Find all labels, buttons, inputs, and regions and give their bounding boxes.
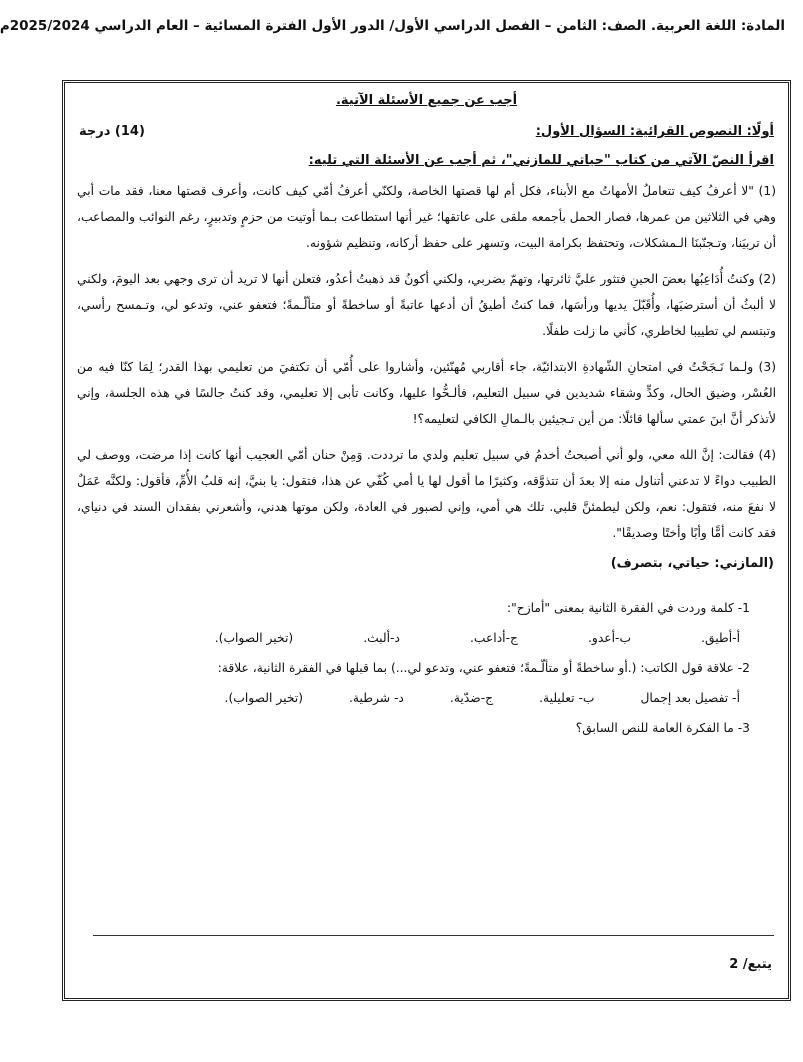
q1-option-d: د-ألبث. (363, 631, 400, 645)
q1-hint: (تخير الصواب). (214, 631, 294, 645)
question-2-options (73, 683, 750, 713)
paragraph-3: (3) ولـما نَـجَحْتُ في امتحانِ الشّهادةِ الابتدائيّة، جاء أقاربي مُهنّئين، وأشاروا على أُمّي أن تكتفيَ من تعليمي بهذا القدر؛ لِمَا كنّا فيه من العُسْر، وضيق الحال، وكدٍّ وشقاء شديدين في سبيل التعليم، فألـحُّوا عليها، وكانت تأبى إلا تعليمي، وقد كنتُ جالسًا في هذه الجلسة، وإني لأتذكر أنَّ ابنَ عمتي سألها قائلًا: من أين تـجيئين بالـمالِ الكافي لتعليمه؟! (77, 360, 776, 426)
section-score: (14) درجة (79, 124, 145, 139)
question-2: 2- علاقة قول الكاتب: (.أو ساخطةً أو متألّـمةً؛ فتعفو عني، وتدعو لي...) بما قبلها في الفقرة الثانية، علاقة: (217, 661, 750, 675)
q2-hint: (تخير الصواب). (224, 691, 303, 705)
answer-line (93, 935, 774, 936)
question-1: 1- كلمة وردت في الفقرة الثانية بمعنى "أمازح": (507, 601, 750, 615)
section-heading (73, 124, 780, 139)
source-citation: (المازني: حياتي، بتصرف) (610, 556, 774, 571)
q1-option-a: أ-أطيق. (701, 631, 740, 645)
section-title: أولًا: النصوص القرائية: السؤال الأول: (535, 124, 774, 139)
question-1-options (73, 623, 750, 653)
paragraph-1: (1) "لا أعرفُ كيف تتعاملُ الأمهاتُ مع الأبناء، فكل أم لها قصتها الخاصة، ولكنّي أعرفُ أمّي كيف كانت، وأعرف قصتها معنا، فقد مات أبي وهي في الثلاثين من عمرها، فصار الحمل بأجمعه ملقى على عاتقها؛ غير أنها استطاعت بـما أوتيت من حزمٍ وتدبيرٍ، رغم النوائب والمصاعب، أن تربيَنا، وتـجنّبنَا الـمشكلات، وتحتفظ بكرامة البيت، وتسهر على حفظ أركانه، وتنظيم شؤونه. (77, 184, 776, 250)
questions (73, 593, 780, 743)
paragraph-2: (2) وكنتُ أُدَاعِبُها بعضَ الحينِ فتثور عليَّ ثائرتها، وتهمّ بضربي، ولكني أكونُ قد ذهبتُ أعدُو، فتعلن أنها لا تريد أن ترى وجهي بعد اليومَ، ولكني لا ألبثُ أن أسترضيَها، وأُقَبّلَ يديها ورأسَها، فما كنتُ أطيقُ أن أدعها عاتبةً أو ساخطةً أو متألّـمةً؛ فتعفو عني، وتدعو لي، وتـمسح رأسي، وتبتسم لي تطييبا لخاطري، كأني ما زلت طفلًا. (77, 272, 776, 338)
paragraph-4: (4) فقالت: إنَّ الله معي، ولو أني أصبحتُ أخدمُ في سبيل تعليم ولدي ما ترددت. وَمِنْ حنان أمّي العجيب أنها كانت إذا مرضت، ووصف لي الطبيب دواءً لا تدعني أتناول منه إلا بعدَ أن تتذوَّقه، وكثيرًا ما أقول لها يا أمي كُفّي عن هذا، فتقول: يا بنيَّ، إنه قلبُ الأُمِّ، فأقول: ولكنَّه عَمَلٌ لا نفعَ منه، فتقول: نعم، ولكن ليطمئنَّ قلبي. تلك هي أمي، وإني لصبور في العادة، ولكن موتها هدني، وأشعرني بفقدان السند في دنياي، فقد كانت أمًّا وأبًا وأختًا وصديقًا". (77, 448, 776, 540)
general-instructions: أجب عن جميع الأسئلة الآتية. (335, 93, 518, 108)
continue-note: يتبع/ 2 (729, 957, 772, 972)
exam-frame (62, 80, 791, 1001)
question-3: 3- ما الفكرة العامة للنص السابق؟ (575, 721, 750, 735)
q2-option-c: ج-ضدّية. (449, 691, 494, 705)
exam-header: المادة: اللغة العربية. الصف: الثامن – الفصل الدراسي الأول/ الدور الأول الفترة المسائية – العام الدراسي 2025/2024م (0, 18, 785, 34)
q1-option-c: ج-أداعب. (469, 631, 518, 645)
q2-option-d: د- شرطية. (349, 691, 404, 705)
q2-option-a: أ- تفصيل بعد إجمال (640, 691, 740, 705)
q2-option-b: ب- تعليلية. (539, 691, 595, 705)
reading-instruction: اقرأ النصّ الآتي من كتاب "حياتي للمازني"، ثم أجب عن الأسئلة التي تليه: (308, 153, 774, 168)
q1-option-b: ب-أعدو. (587, 631, 632, 645)
